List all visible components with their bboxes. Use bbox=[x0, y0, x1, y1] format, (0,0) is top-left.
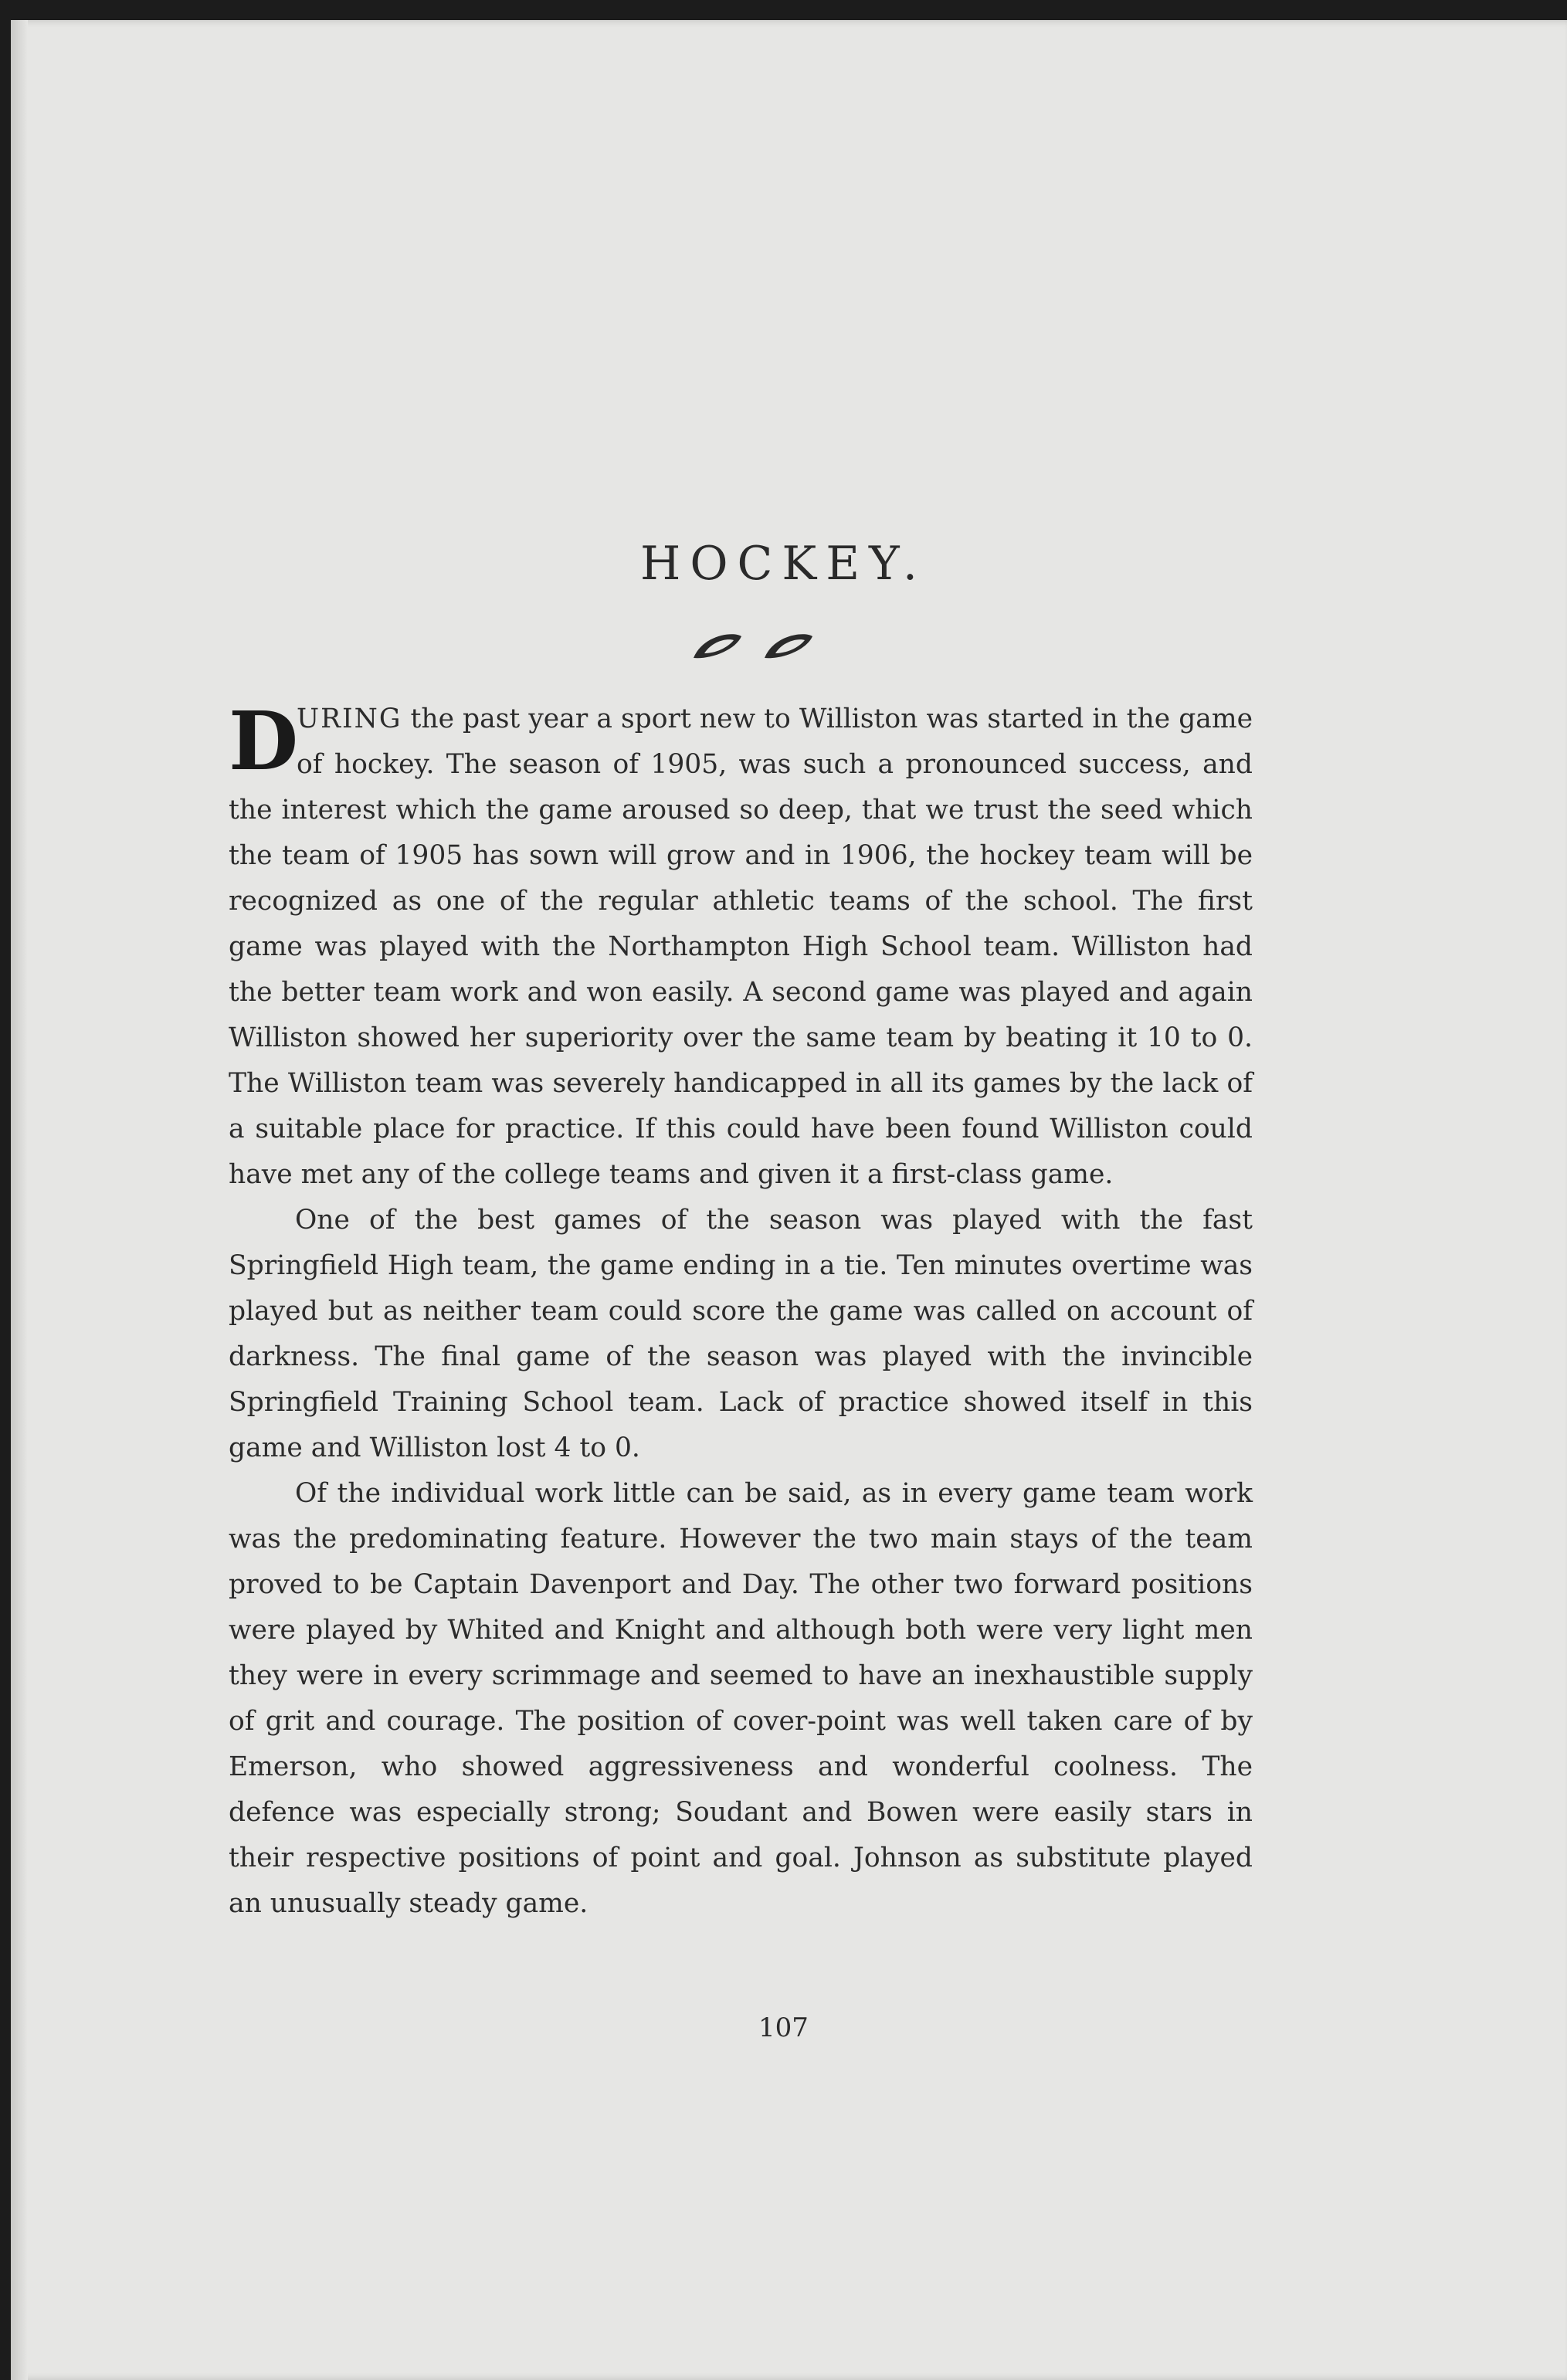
article-body bbox=[229, 693, 1253, 1927]
page-title: HOCKEY. bbox=[640, 537, 927, 591]
paragraph-3: Of the individual work little can be said, as in every game team work was the predominating feature. However the two main stays of the team proved to be Captain Davenport and Day. The other two forward positions were played by Whited and Knight and although both were very light men they were in every scrimmage and seemed to have an inexhaustible supply of grit and courage. The position of cover-point was well taken care of by Emerson, who showed aggressiveness and wonderful coolness. The defence was especially strong; Soudant and Bowen were easily stars in their respective positions of point and goal. Johnson as substitute played an unusually steady game. bbox=[229, 1478, 1253, 1919]
leaf-ornament-icon bbox=[687, 627, 826, 666]
drop-cap-letter: D bbox=[229, 693, 299, 788]
page-number: 107 bbox=[758, 2012, 809, 2043]
lead-word: URING bbox=[297, 703, 402, 734]
paragraph-1 bbox=[229, 693, 1253, 1198]
paragraph-2: One of the best games of the season was played with the fast Springfield High team, the game ending in a tie. Ten minutes overtime was played but as neither team could score the game was called on account of darkness. The final game of the season was played with the invincible Springfield Training School team. Lack of practice showed itself in this game and Williston lost 4 to 0. bbox=[229, 1205, 1253, 1463]
paragraph-1-text: the past year a sport new to Williston was started in the game of hockey. The season of 1905, was such a pronounced success, and the interest which the game aroused so deep, that we trust the seed which the team of 1905 has sown will grow and in 1906, the hockey team will be recognized as one of the regular athletic teams of the school. The first game was played with the Northampton High School team. Williston had the better team work and won easily. A second game was played and again Williston showed her superiority over the same team by beating it 10 to 0. The Williston team was severely handicapped in all its games by the lack of a suitable place for practice. If this could have been found Williston could have met any of the college teams and given it a first-class game. bbox=[229, 703, 1253, 1190]
